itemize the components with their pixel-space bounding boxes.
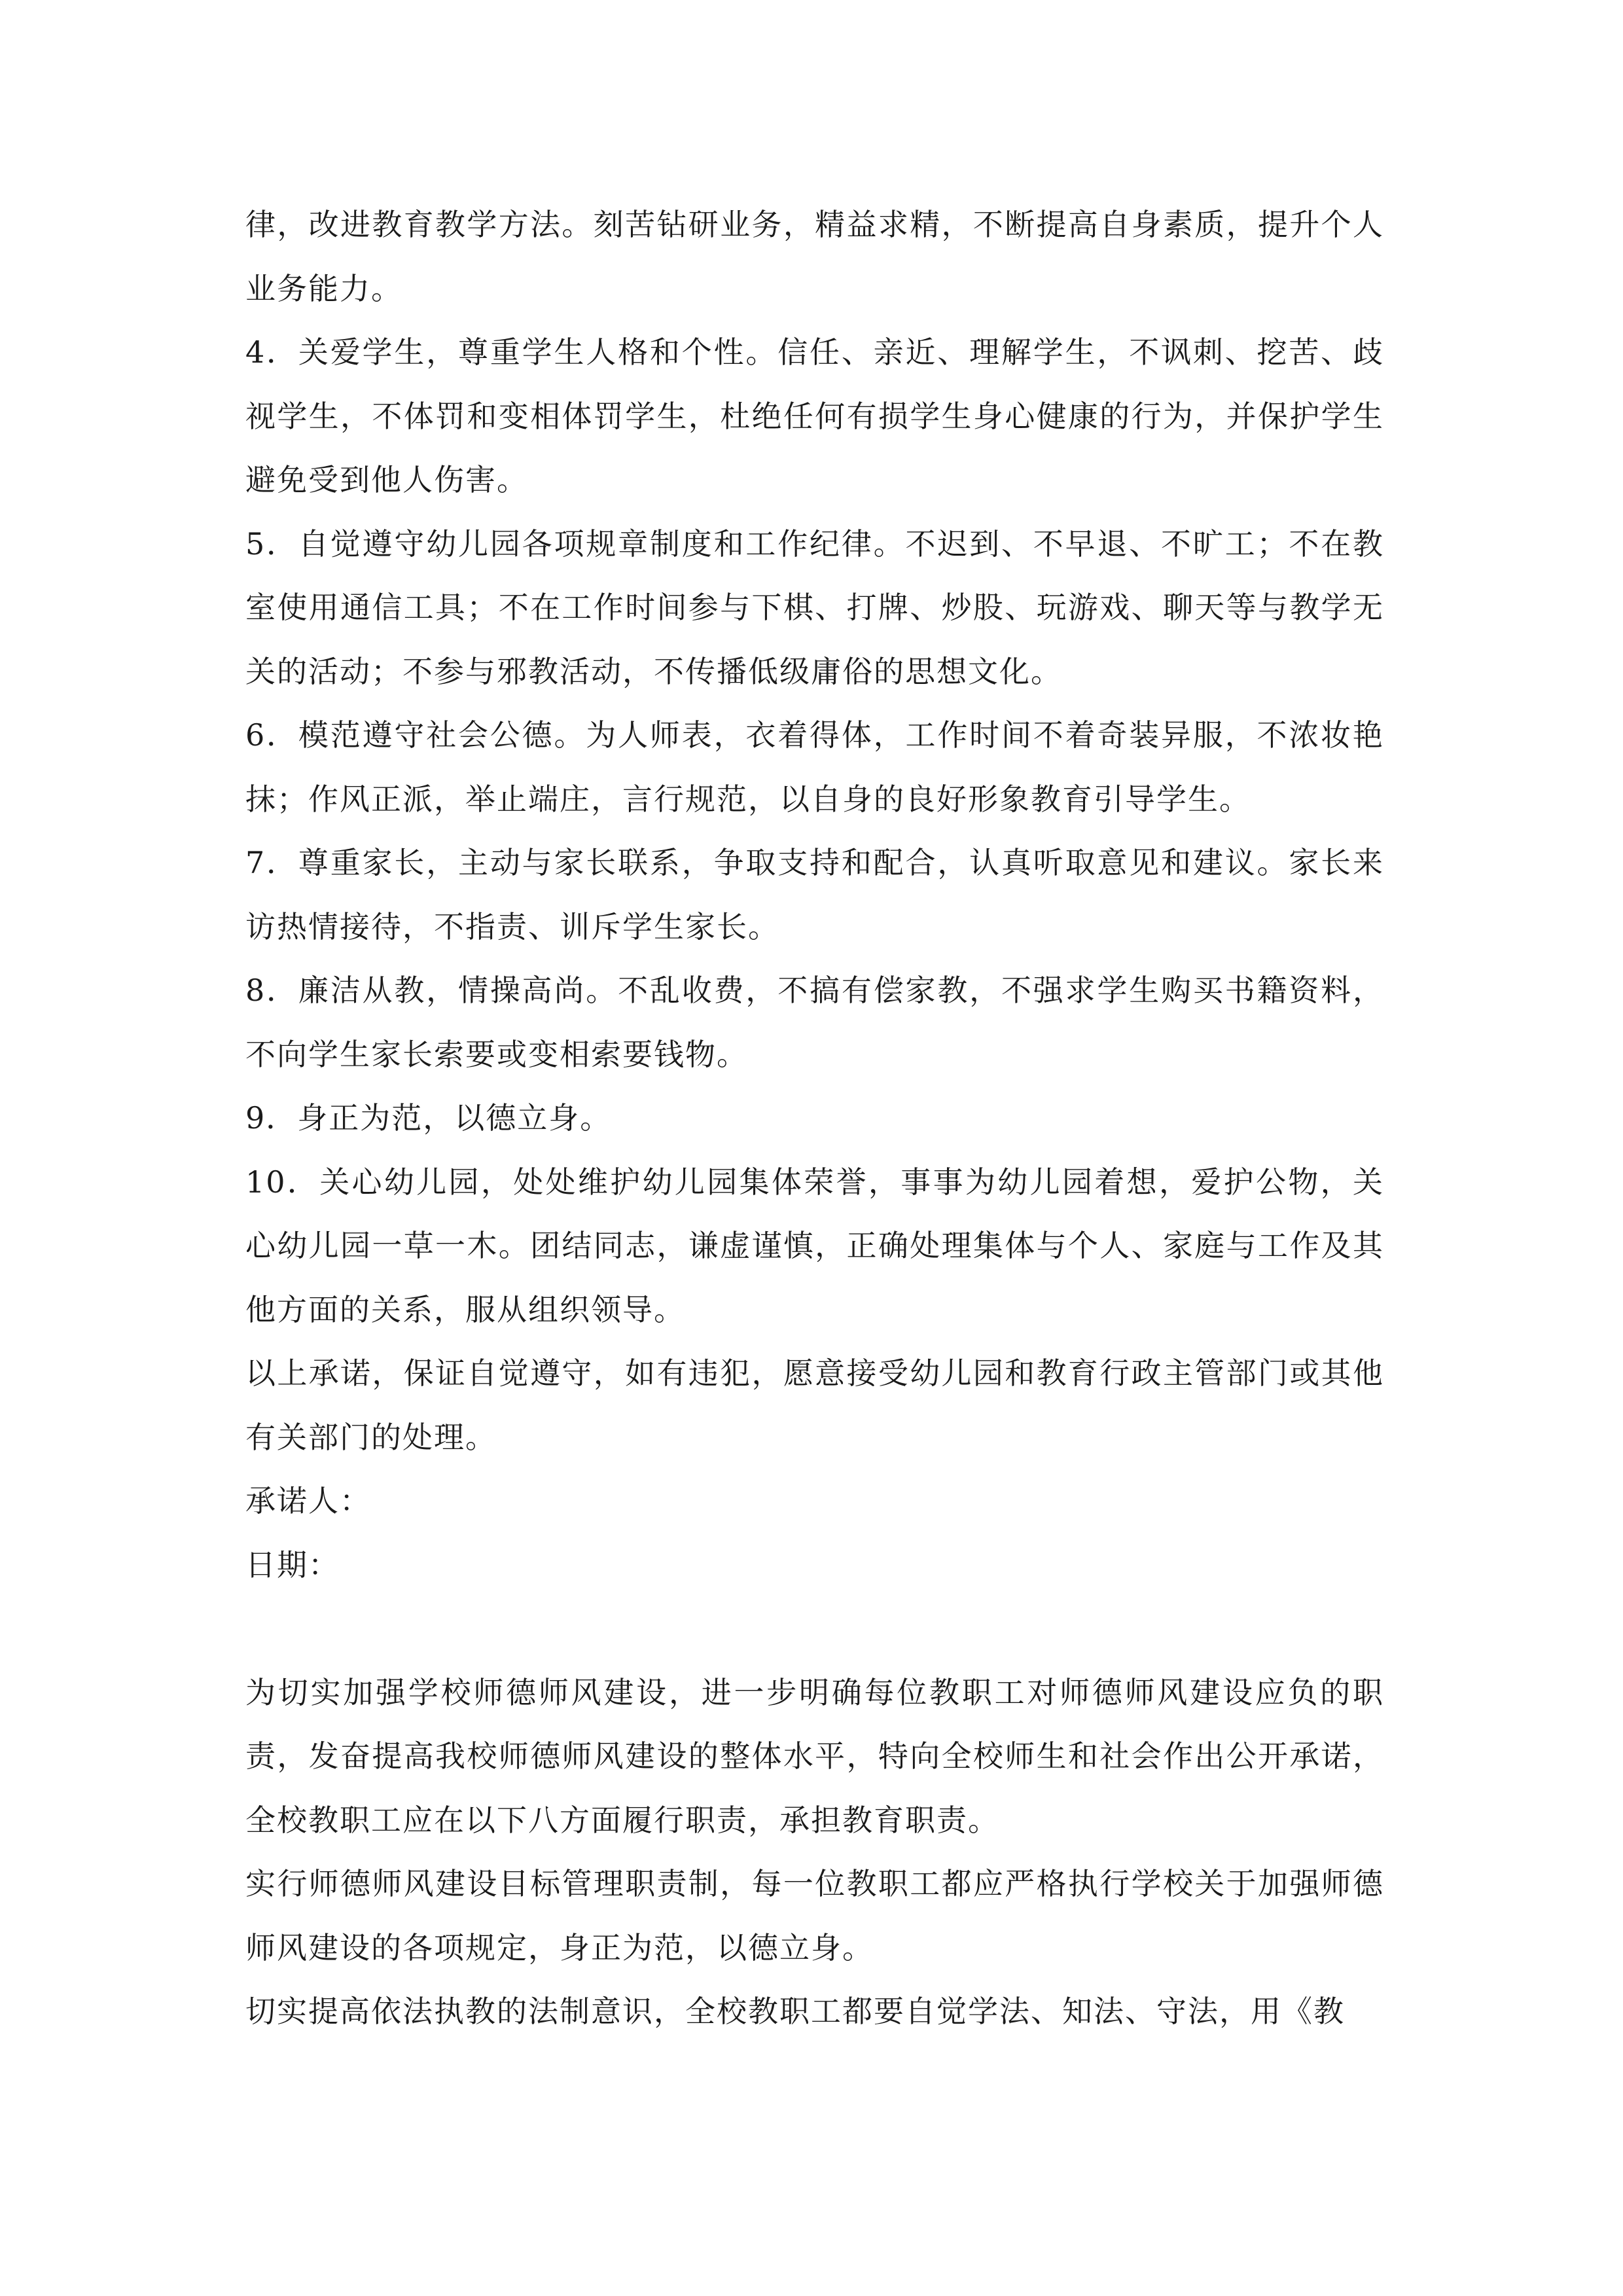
paragraph-item-8: 8．廉洁从教，情操高尚。不乱收费，不搞有偿家教，不强求学生购买书籍资料，不向学生家长索要或变相索要钱物。 bbox=[245, 973, 1384, 1072]
paragraph-item-7: 7．尊重家长，主动与家长联系，争取支持和配合，认真听取意见和建议。家长来访热情接待，不指责、训斥学生家长。 bbox=[245, 845, 1384, 944]
document-body bbox=[245, 193, 1384, 2044]
paragraph-item-6: 6．模范遵守社会公德。为人师表，衣着得体，工作时间不着奇装异服，不浓妆艳抹；作风正派，举止端庄，言行规范，以自身的良好形象教育引导学生。 bbox=[245, 717, 1384, 817]
section-gap bbox=[245, 1597, 1384, 1661]
paragraph-commitment: 以上承诺，保证自觉遵守，如有违犯，愿意接受幼儿园和教育行政主管部门或其他有关部门的处理。 bbox=[245, 1355, 1384, 1455]
paragraph-item-5: 5．自觉遵守幼儿园各项规章制度和工作纪律。不迟到、不早退、不旷工；不在教室使用通信工具；不在工作时间参与下棋、打牌、炒股、玩游戏、聊天等与教学无关的活动；不参与邪教活动，不传播低级庸俗的思想文化。 bbox=[245, 526, 1384, 689]
date-label: 日期： bbox=[245, 1547, 340, 1583]
paragraph-item-10: 10．关心幼儿园，处处维护幼儿园集体荣誉，事事为幼儿园着想，爱护公物，关心幼儿园一草一木。团结同志，谦虚谨慎，正确处理集体与个人、家庭与工作及其他方面的关系，服从组织领导。 bbox=[245, 1164, 1384, 1327]
signatory-label: 承诺人： bbox=[245, 1483, 371, 1518]
paragraph-responsibility: 实行师德师风建设目标管理职责制，每一位教职工都应严格执行学校关于加强师德师风建设的各项规定，身正为范，以德立身。 bbox=[245, 1866, 1384, 1965]
paragraph-continuation: 律，改进教育教学方法。刻苦钻研业务，精益求精，不断提高自身素质，提升个人业务能力。 bbox=[245, 207, 1384, 306]
paragraph-item-9: 9．身正为范，以德立身。 bbox=[245, 1100, 612, 1136]
paragraph-legal: 切实提高依法执教的法制意识，全校教职工都要自觉学法、知法、守法，用《教 bbox=[245, 1994, 1345, 2029]
paragraph-intro: 为切实加强学校师德师风建设，进一步明确每位教职工对师德师风建设应负的职责，发奋提高我校师德师风建设的整体水平，特向全校师生和社会作出公开承诺，全校教职工应在以下八方面履行职责，承担教育职责。 bbox=[245, 1674, 1384, 1838]
paragraph-item-4: 4．关爱学生，尊重学生人格和个性。信任、亲近、理解学生，不讽刺、挖苦、歧视学生，不体罚和变相体罚学生，杜绝任何有损学生身心健康的行为，并保护学生避免受到他人伤害。 bbox=[245, 334, 1384, 497]
